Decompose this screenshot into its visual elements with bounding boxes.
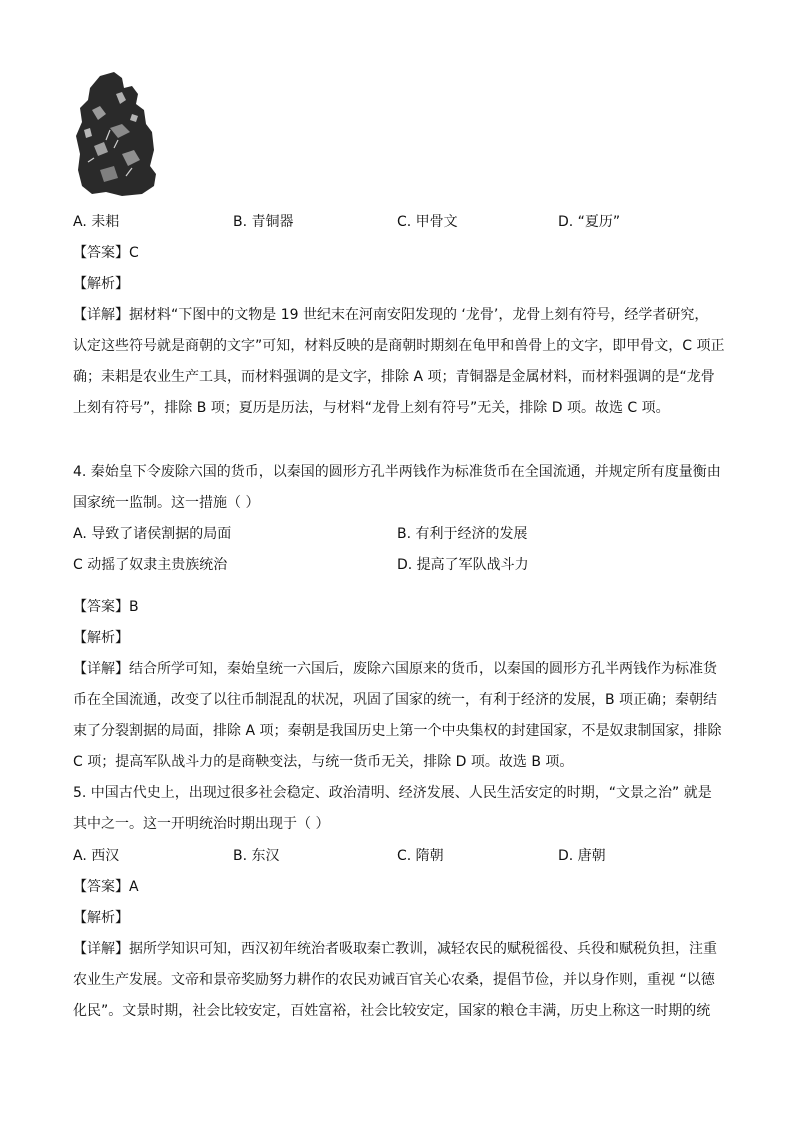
q3-detail-line: 认定这些符号就是商朝的文字”可知，材料反映的是商朝时期刻在龟甲和兽骨上的文字，即甲骨文，C 项正 xyxy=(73,338,725,354)
q5-option-a: A. 西汉 xyxy=(73,848,120,864)
q4-option-d: D. 提高了军队战斗力 xyxy=(397,557,529,573)
q4-option-b: B. 有利于经济的发展 xyxy=(397,526,528,542)
q4-analysis-label: 【解析】 xyxy=(73,630,129,646)
q5-stem-line: 其中之一。这一开明统治时期出现于（ ） xyxy=(73,816,330,832)
q3-option-b: B. 青铜器 xyxy=(233,214,294,230)
q5-option-b: B. 东汉 xyxy=(233,848,280,864)
q5-detail-line: 化民”。文景时期，社会比较安定，百姓富裕，社会比较安定，国家的粮仓丰满，历史上称这一时期的统 xyxy=(73,1003,711,1019)
q4-stem-line: 4. 秦始皇下令废除六国的货币，以秦国的圆形方孔半两钱作为标准货币在全国流通，并规定所有度量衡由 xyxy=(73,464,721,480)
q3-option-a: A. 耒耜 xyxy=(73,214,120,230)
q5-stem-line: 5. 中国古代史上，出现过很多社会稳定、政治清明、经济发展、人民生活安定的时期，“文景之治” 就是 xyxy=(73,785,712,801)
q5-option-c: C. 隋朝 xyxy=(397,848,444,864)
q4-stem-line: 国家统一监制。这一措施（ ） xyxy=(73,495,260,511)
q3-detail-line: 上刻有符号”，排除 B 项；夏历是历法，与材料“龙骨上刻有符号”无关，排除 D 项。故选 C 项。 xyxy=(73,400,670,416)
q4-option-c: C 动摇了奴隶主贵族统治 xyxy=(73,557,228,573)
q3-analysis-label: 【解析】 xyxy=(73,276,129,292)
q4-option-a: A. 导致了诸侯割据的局面 xyxy=(73,526,232,542)
q3-answer: 【答案】C xyxy=(73,245,139,261)
q3-option-c: C. 甲骨文 xyxy=(397,214,458,230)
q4-detail-line: 币在全国流通，改变了以往币制混乱的状况，巩固了国家的统一，有利于经济的发展，B 项正确；秦朝结 xyxy=(73,692,718,708)
q3-detail-line: 确；耒耜是农业生产工具，而材料强调的是文字，排除 A 项；青铜器是金属材料，而材料强调的是“龙骨 xyxy=(73,369,715,385)
q3-detail-line: 【详解】据材料“下图中的文物是 19 世纪末在河南安阳发现的 ‘龙骨’，龙骨上刻有符号，经学者研究， xyxy=(73,307,709,323)
q5-analysis-label: 【解析】 xyxy=(73,910,129,926)
q5-answer: 【答案】A xyxy=(73,879,139,895)
q5-option-d: D. 唐朝 xyxy=(558,848,606,864)
q3-option-d: D. “夏历” xyxy=(558,214,621,230)
q4-answer: 【答案】B xyxy=(73,599,139,615)
q4-detail-line: C 项；提高军队战斗力的是商鞅变法，与统一货币无关，排除 D 项。故选 B 项。 xyxy=(73,754,574,770)
q5-detail-line: 农业生产发展。文帝和景帝奖励努力耕作的农民劝诫百官关心农桑，提倡节俭，并以身作则，重视 “以德 xyxy=(73,972,715,988)
q4-detail-line: 【详解】结合所学可知，秦始皇统一六国后，废除六国原来的货币，以秦国的圆形方孔半两钱作为标准货 xyxy=(73,661,717,677)
q5-detail-line: 【详解】据所学知识可知，西汉初年统治者吸取秦亡教训，减轻农民的赋税徭役、兵役和赋税负担，注重 xyxy=(73,941,717,957)
q4-detail-line: 束了分裂割据的局面，排除 A 项；秦朝是我国历史上第一个中央集权的封建国家，不是奴隶制国家，排除 xyxy=(73,723,722,739)
oracle-bone-image xyxy=(70,70,162,198)
